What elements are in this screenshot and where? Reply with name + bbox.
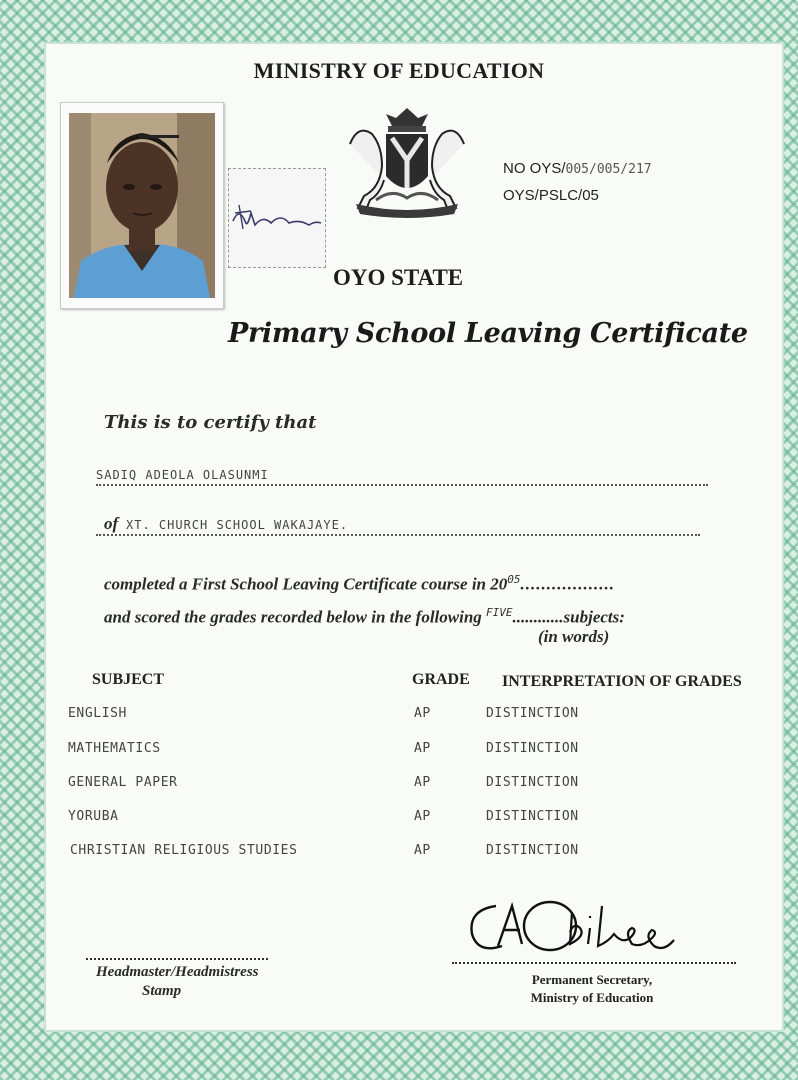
school-line — [96, 514, 700, 536]
scored-text: and scored the grades recorded below in the following $^{FIVE}$............subjects: — [104, 606, 625, 627]
coat-of-arms — [336, 104, 478, 220]
row-interpretation: DISTINCTION — [486, 843, 579, 858]
row-subject: CHRISTIAN RELIGIOUS STUDIES — [70, 843, 298, 858]
certificate-numbers — [503, 156, 652, 209]
completed-label: completed a First School Leaving Certificate course in 20 — [104, 574, 508, 594]
completed-text: completed a First School Leaving Certificate course in $20^{05}$.................. — [104, 573, 616, 594]
row-subject: MATHEMATICS — [68, 741, 161, 756]
passport-photo — [60, 102, 224, 309]
of-label: of — [104, 514, 119, 533]
header-grade: GRADE — [412, 671, 470, 688]
subject-count: FIVE — [486, 606, 513, 619]
cert-no-label: NO OYS/ — [503, 160, 566, 177]
headmaster-sign-line — [86, 958, 268, 960]
header-interpretation: INTERPRETATION OF GRADES — [502, 673, 742, 690]
student-name: SADIQ ADEOLA OLASUNMI — [96, 468, 269, 482]
header-subject: SUBJECT — [92, 671, 165, 688]
row-grade: AP — [414, 775, 431, 790]
row-interpretation: DISTINCTION — [486, 809, 579, 824]
stamp-label: Stamp — [142, 983, 182, 999]
signature-stamp-box — [228, 168, 326, 268]
certificate-title: Primary School Leaving Certificate — [228, 318, 748, 349]
stamp-signature-icon — [229, 169, 325, 267]
scored-label: and scored the grades recorded below in the following — [104, 607, 482, 627]
row-grade: AP — [414, 843, 431, 858]
cert-no-value: 005/005/217 — [565, 162, 652, 177]
row-interpretation: DISTINCTION — [486, 706, 579, 721]
row-grade: AP — [414, 809, 431, 824]
completion-year: 05 — [507, 573, 521, 586]
handwritten-signature-icon — [462, 892, 692, 962]
subjects-label: subjects: — [563, 607, 625, 627]
secretary-sign-line — [452, 962, 736, 964]
in-words-note: (in words) — [538, 627, 610, 646]
school-name: XT. CHURCH SCHOOL WAKAJAYE. — [126, 518, 349, 532]
student-portrait-icon — [69, 113, 215, 298]
row-subject: YORUBA — [68, 809, 119, 824]
secretary-signature — [462, 892, 692, 962]
secretary-label: Permanent Secretary, — [531, 972, 653, 987]
row-interpretation: DISTINCTION — [486, 741, 579, 756]
ref-no: OYS/PSLC/05 — [503, 187, 599, 204]
row-subject: GENERAL PAPER — [68, 775, 178, 790]
row-interpretation: DISTINCTION — [486, 775, 579, 790]
certify-text: This is to certify that — [104, 412, 317, 433]
row-subject: ENGLISH — [68, 706, 127, 721]
ministry-title: MINISTRY OF EDUCATION — [253, 58, 545, 83]
coat-of-arms-icon — [336, 104, 478, 220]
headmaster-label: Headmaster/Headmistress — [96, 964, 259, 980]
name-line — [96, 464, 708, 486]
row-grade: AP — [414, 741, 431, 756]
state-title: OYO STATE — [333, 265, 464, 290]
row-grade: AP — [414, 706, 431, 721]
ministry-label: Ministry of Education — [530, 990, 654, 1005]
